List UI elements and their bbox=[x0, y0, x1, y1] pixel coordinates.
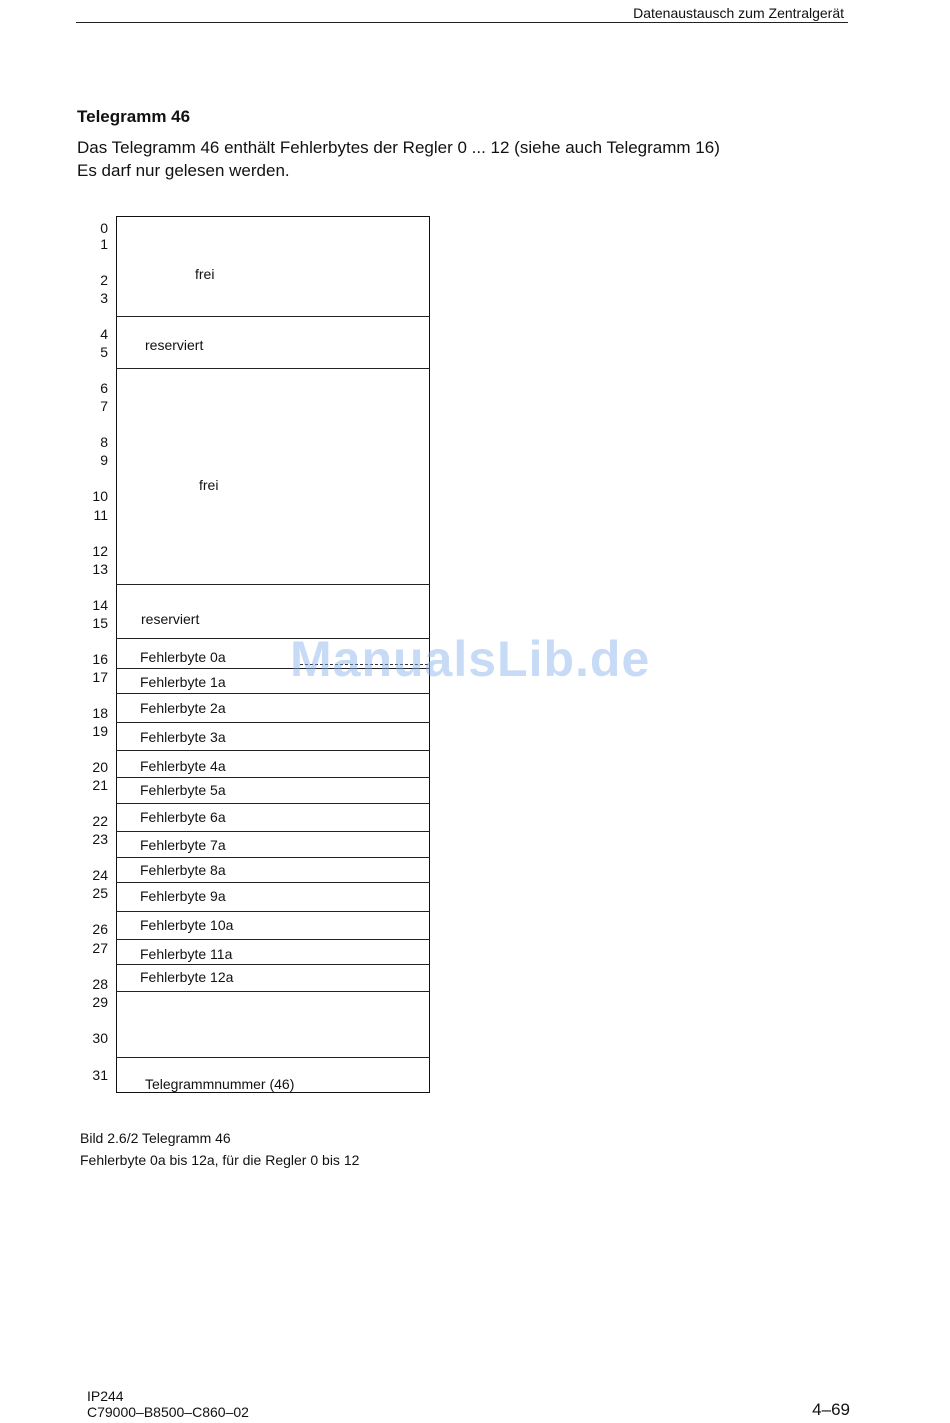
figure-caption-title: Bild 2.6/2 Telegramm 46 bbox=[80, 1130, 231, 1146]
table-divider bbox=[116, 316, 430, 317]
header-rule bbox=[76, 22, 848, 23]
row-number: 2 bbox=[100, 272, 108, 288]
cell-fehlerbyte: Fehlerbyte 2a bbox=[140, 700, 226, 716]
row-number: 30 bbox=[92, 1030, 108, 1046]
row-number: 28 bbox=[92, 976, 108, 992]
row-number: 25 bbox=[92, 885, 108, 901]
row-number: 6 bbox=[100, 380, 108, 396]
table-divider bbox=[116, 777, 430, 778]
row-number: 4 bbox=[100, 326, 108, 342]
cell-fehlerbyte: Fehlerbyte 4a bbox=[140, 758, 226, 774]
row-number: 23 bbox=[92, 831, 108, 847]
row-number: 26 bbox=[92, 921, 108, 937]
row-number: 0 bbox=[100, 220, 108, 236]
page-number: 4–69 bbox=[812, 1400, 850, 1419]
row-number: 10 bbox=[92, 488, 108, 504]
cell-fehlerbyte: Fehlerbyte 5a bbox=[140, 782, 226, 798]
header-section-title: Datenaustausch zum Zentralgerät bbox=[633, 5, 844, 21]
cell-fehlerbyte: Fehlerbyte 11a bbox=[140, 946, 233, 962]
cell-fehlerbyte: Fehlerbyte 10a bbox=[140, 917, 234, 933]
cell-fehlerbyte: Fehlerbyte 6a bbox=[140, 809, 226, 825]
row-number: 29 bbox=[92, 994, 108, 1010]
table-divider bbox=[116, 831, 430, 832]
cell-fehlerbyte: Fehlerbyte 12a bbox=[140, 969, 234, 985]
row-number: 8 bbox=[100, 434, 108, 450]
row-number: 1 bbox=[100, 236, 108, 252]
table-divider bbox=[116, 693, 430, 694]
row-number: 11 bbox=[93, 507, 108, 523]
row-number: 22 bbox=[92, 813, 108, 829]
row-number: 13 bbox=[92, 561, 108, 577]
table-divider bbox=[116, 911, 430, 912]
table-divider bbox=[116, 857, 430, 858]
table-divider bbox=[116, 584, 430, 585]
table-divider bbox=[116, 722, 430, 723]
row-number: 5 bbox=[100, 344, 108, 360]
row-number: 16 bbox=[92, 651, 108, 667]
row-number: 19 bbox=[92, 723, 108, 739]
row-number: 24 bbox=[92, 867, 108, 883]
row-number: 14 bbox=[92, 597, 108, 613]
footer-product: IP244 bbox=[87, 1388, 124, 1404]
footer-doc-number: C79000–B8500–C860–02 bbox=[87, 1404, 249, 1420]
row-number: 18 bbox=[92, 705, 108, 721]
cell-fehlerbyte: Fehlerbyte 8a bbox=[140, 862, 226, 878]
cell-reserviert: reserviert bbox=[145, 337, 204, 353]
figure-caption-description: Fehlerbyte 0a bis 12a, für die Regler 0 bis 12 bbox=[80, 1152, 360, 1168]
row-number: 7 bbox=[100, 398, 108, 414]
cell-fehlerbyte: Fehlerbyte 3a bbox=[140, 729, 226, 745]
table-divider bbox=[116, 803, 430, 804]
cell-reserviert: reserviert bbox=[141, 611, 200, 627]
row-number: 31 bbox=[92, 1067, 108, 1083]
row-number: 9 bbox=[100, 452, 108, 468]
row-number: 21 bbox=[92, 777, 108, 793]
table-divider bbox=[116, 1057, 430, 1058]
cell-telegrammnummer: Telegrammnummer (46) bbox=[145, 1076, 295, 1092]
cell-fehlerbyte: Fehlerbyte 9a bbox=[140, 888, 226, 904]
watermark: ManualsLib.de bbox=[290, 631, 651, 687]
table-divider bbox=[116, 750, 430, 751]
cell-fehlerbyte: Fehlerbyte 1a bbox=[140, 674, 226, 690]
table-divider bbox=[116, 368, 430, 369]
cell-frei: frei bbox=[199, 477, 219, 493]
row-number: 20 bbox=[92, 759, 108, 775]
intro-line-1: Das Telegramm 46 enthält Fehlerbytes der Regler 0 ... 12 (siehe auch Telegramm 16) bbox=[77, 138, 720, 157]
cell-fehlerbyte: Fehlerbyte 0a bbox=[140, 649, 226, 665]
table-divider bbox=[116, 964, 430, 965]
section-heading: Telegramm 46 bbox=[77, 107, 191, 126]
intro-line-2: Es darf nur gelesen werden. bbox=[77, 161, 290, 180]
row-number: 15 bbox=[92, 615, 108, 631]
table-divider bbox=[116, 939, 430, 940]
row-number: 27 bbox=[92, 940, 108, 956]
cell-frei: frei bbox=[195, 266, 215, 282]
row-number: 17 bbox=[92, 669, 108, 685]
row-number: 3 bbox=[100, 290, 108, 306]
cell-fehlerbyte: Fehlerbyte 7a bbox=[140, 837, 226, 853]
row-number: 12 bbox=[92, 543, 108, 559]
table-divider bbox=[116, 991, 430, 992]
table-divider bbox=[116, 882, 430, 883]
